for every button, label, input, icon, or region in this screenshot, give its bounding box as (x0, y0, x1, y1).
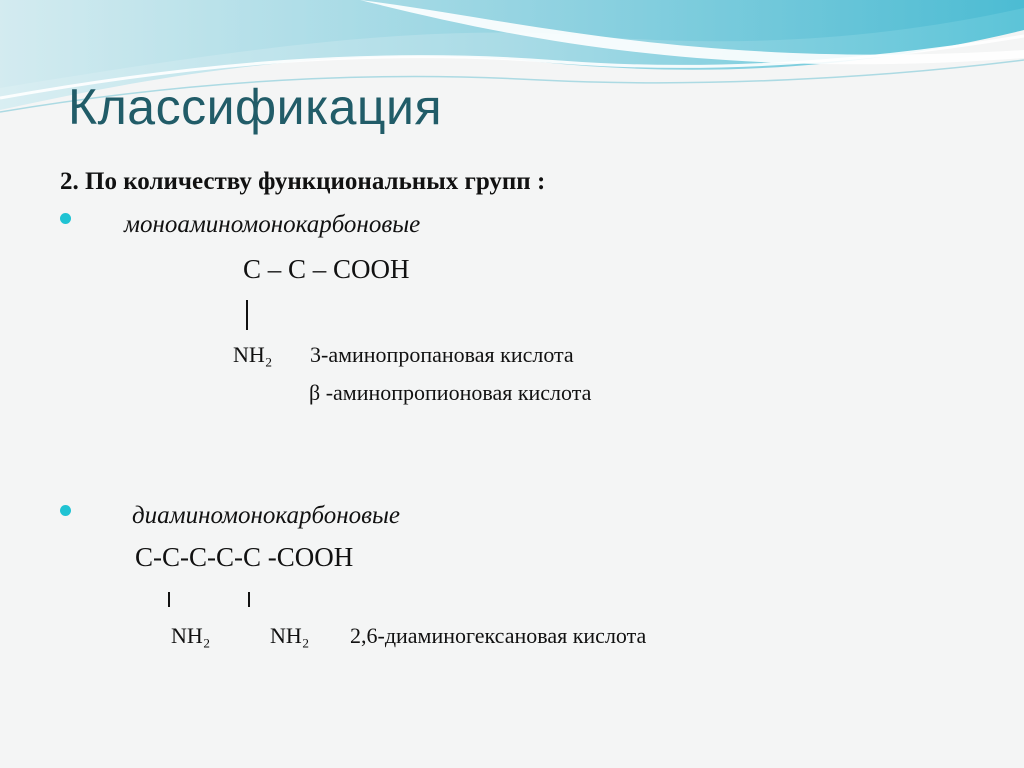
compound-name-systematic: 2,6-диаминогексановая кислота (350, 623, 647, 648)
category-label-mono: моноаминомонокарбоновые (124, 211, 421, 238)
bond-line (246, 300, 248, 330)
slide-title: Классификация (68, 79, 443, 135)
amino-group: NH₂ (270, 623, 310, 648)
bond-line (248, 592, 250, 607)
bond-line (168, 592, 170, 607)
bullet-icon (60, 505, 71, 516)
amino-group: NH₂ (171, 623, 211, 648)
amino-group: NH₂ (233, 342, 273, 367)
compound-name-systematic: 3-аминопропановая кислота (310, 342, 574, 367)
category-label-diamino: диаминомонокарбоновые (132, 502, 401, 529)
formula-mono: C – C – COOH (243, 254, 410, 284)
formula-diamino: C-C-C-C-C -COOH (135, 542, 354, 572)
slide-subtitle: 2. По количеству функциональных групп : (60, 168, 546, 195)
compound-name-trivial: β -аминопропионовая кислота (309, 380, 592, 405)
bullet-icon (60, 213, 71, 224)
